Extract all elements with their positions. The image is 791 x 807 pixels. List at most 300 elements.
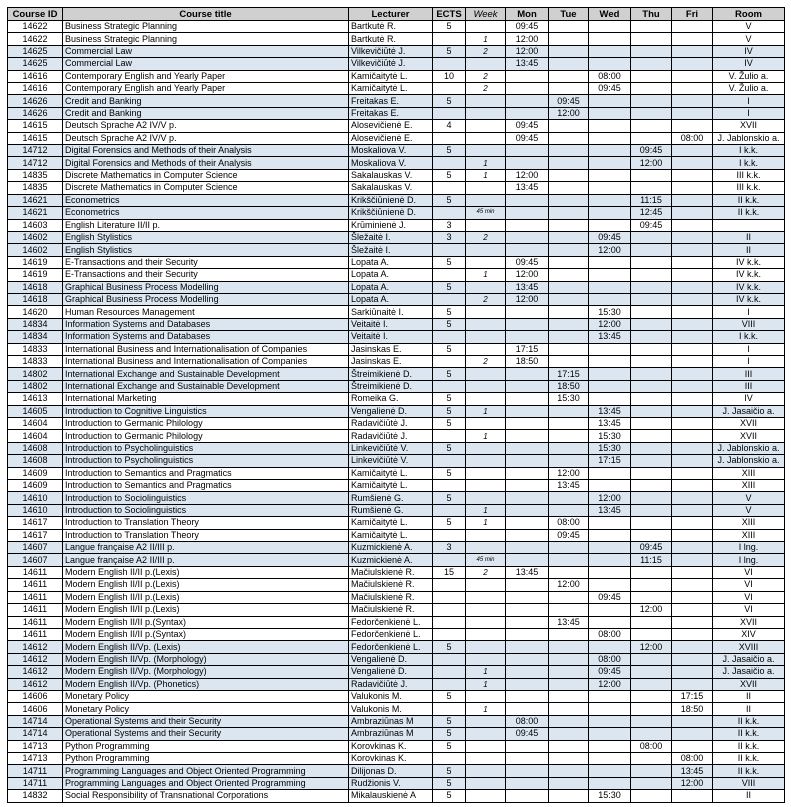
cell-week: 2: [466, 355, 506, 367]
cell-ects: 5: [433, 728, 466, 740]
table-row: [8, 219, 785, 231]
cell-course-title: Business Strategic Planning: [63, 33, 349, 45]
cell-ects: 5: [433, 95, 466, 107]
cell-ects: [433, 244, 466, 256]
cell-course-title: Programming Languages and Object Oriented Programming: [63, 765, 349, 777]
cell-course-title: Digital Forensics and Methods of their Analysis: [63, 145, 349, 157]
table-row: [8, 728, 785, 740]
cell-course-id: 14611: [8, 566, 63, 578]
cell-lecturer: Rudžionis V.: [349, 777, 433, 789]
table-row: [8, 616, 785, 628]
cell-week: 1: [466, 703, 506, 715]
cell-fri: [672, 293, 713, 305]
cell-course-title: Credit and Banking: [63, 107, 349, 119]
cell-week: [466, 380, 506, 392]
cell-lecturer: Vengalienė D.: [349, 405, 433, 417]
cell-thu: [631, 293, 672, 305]
cell-fri: [672, 455, 713, 467]
cell-course-id: 14616: [8, 70, 63, 82]
cell-course-id: 14711: [8, 777, 63, 789]
cell-room: V: [713, 504, 785, 516]
cell-tue: [549, 343, 589, 355]
cell-room: V. Žulio a.: [713, 83, 785, 95]
cell-tue: [549, 442, 589, 454]
cell-thu: [631, 405, 672, 417]
cell-ects: 5: [433, 418, 466, 430]
table-row: [8, 120, 785, 132]
cell-week: 2: [466, 83, 506, 95]
cell-course-id: 14610: [8, 504, 63, 516]
cell-course-id: 14616: [8, 83, 63, 95]
cell-mon: [506, 430, 549, 442]
col-header-week: Week: [466, 8, 506, 21]
cell-fri: [672, 616, 713, 628]
cell-ects: [433, 293, 466, 305]
cell-thu: [631, 256, 672, 268]
cell-ects: 5: [433, 318, 466, 330]
cell-week: 1: [466, 405, 506, 417]
cell-course-id: 14714: [8, 728, 63, 740]
cell-ects: 5: [433, 368, 466, 380]
cell-course-id: 14832: [8, 790, 63, 802]
cell-wed: [589, 194, 631, 206]
cell-lecturer: Rumšienė G.: [349, 504, 433, 516]
cell-mon: [506, 604, 549, 616]
cell-tue: 13:45: [549, 616, 589, 628]
cell-wed: 09:45: [589, 666, 631, 678]
cell-thu: [631, 703, 672, 715]
table-row: [8, 752, 785, 764]
cell-course-title: Modern English II/II p.(Lexis): [63, 579, 349, 591]
cell-mon: [506, 554, 549, 566]
table-row: [8, 194, 785, 206]
cell-lecturer: Ambraziūnas M: [349, 728, 433, 740]
cell-week: 1: [466, 430, 506, 442]
cell-wed: [589, 752, 631, 764]
cell-tue: [549, 790, 589, 802]
cell-mon: [506, 678, 549, 690]
cell-fri: [672, 480, 713, 492]
table-row: [8, 281, 785, 293]
cell-thu: [631, 269, 672, 281]
cell-thu: [631, 393, 672, 405]
cell-course-title: Graphical Business Process Modelling: [63, 293, 349, 305]
table-row: [8, 95, 785, 107]
table-row: [8, 740, 785, 752]
cell-fri: [672, 604, 713, 616]
cell-week: [466, 256, 506, 268]
cell-tue: 09:45: [549, 529, 589, 541]
cell-course-title: Modern English II/Vp. (Phonetics): [63, 678, 349, 690]
cell-thu: 08:00: [631, 740, 672, 752]
cell-thu: [631, 591, 672, 603]
cell-mon: [506, 467, 549, 479]
cell-thu: [631, 455, 672, 467]
cell-lecturer: Fedorčenkienė L.: [349, 616, 433, 628]
cell-ects: [433, 455, 466, 467]
cell-room: II k.k.: [713, 715, 785, 727]
cell-course-id: 14611: [8, 579, 63, 591]
cell-ects: [433, 132, 466, 144]
cell-room: J. Jablonskio a.: [713, 442, 785, 454]
cell-lecturer: Vilkevičiūtė J.: [349, 58, 433, 70]
cell-fri: [672, 318, 713, 330]
cell-fri: [672, 355, 713, 367]
cell-fri: [672, 58, 713, 70]
cell-lecturer: Štreimikienė D.: [349, 368, 433, 380]
cell-week: [466, 343, 506, 355]
cell-thu: [631, 690, 672, 702]
cell-course-title: Monetary Policy: [63, 703, 349, 715]
cell-fri: [672, 529, 713, 541]
cell-lecturer: Krūminienė J.: [349, 219, 433, 231]
cell-ects: 5: [433, 169, 466, 181]
cell-ects: [433, 591, 466, 603]
col-header-room: Room: [713, 8, 785, 21]
cell-room: IV k.k.: [713, 281, 785, 293]
schedule-document: [7, 7, 784, 803]
cell-mon: [506, 331, 549, 343]
cell-thu: [631, 504, 672, 516]
cell-fri: [672, 653, 713, 665]
cell-lecturer: Kamičaitytė L.: [349, 529, 433, 541]
cell-course-title: Contemporary English and Yearly Paper: [63, 70, 349, 82]
cell-tue: [549, 641, 589, 653]
cell-course-title: Modern English II/II p.(Syntax): [63, 628, 349, 640]
cell-wed: [589, 529, 631, 541]
table-row: [8, 182, 785, 194]
cell-ects: 5: [433, 256, 466, 268]
table-row: [8, 306, 785, 318]
cell-wed: [589, 355, 631, 367]
cell-tue: [549, 331, 589, 343]
cell-week: 1: [466, 157, 506, 169]
cell-tue: 12:00: [549, 579, 589, 591]
cell-week: [466, 579, 506, 591]
cell-fri: [672, 207, 713, 219]
cell-course-id: 14714: [8, 715, 63, 727]
cell-room: [713, 219, 785, 231]
table-row: [8, 169, 785, 181]
cell-week: [466, 145, 506, 157]
cell-fri: [672, 740, 713, 752]
cell-room: II: [713, 690, 785, 702]
cell-wed: 09:45: [589, 591, 631, 603]
cell-lecturer: Šležaitė I.: [349, 244, 433, 256]
cell-thu: [631, 281, 672, 293]
cell-room: V. Žulio a.: [713, 70, 785, 82]
cell-ects: [433, 678, 466, 690]
cell-mon: [506, 405, 549, 417]
cell-mon: 12:00: [506, 269, 549, 281]
table-row: [8, 765, 785, 777]
cell-thu: [631, 343, 672, 355]
cell-lecturer: Kamičaitytė L.: [349, 70, 433, 82]
cell-lecturer: Romeika G.: [349, 393, 433, 405]
cell-wed: [589, 728, 631, 740]
cell-week: 1: [466, 269, 506, 281]
cell-course-id: 14612: [8, 666, 63, 678]
cell-thu: [631, 318, 672, 330]
cell-tue: [549, 455, 589, 467]
cell-room: IV: [713, 45, 785, 57]
cell-course-id: 14607: [8, 542, 63, 554]
cell-week: [466, 219, 506, 231]
cell-fri: [672, 641, 713, 653]
cell-room: II k.k.: [713, 207, 785, 219]
cell-fri: [672, 256, 713, 268]
cell-mon: 09:45: [506, 21, 549, 33]
cell-tue: [549, 604, 589, 616]
col-header-tue: Tue: [549, 8, 589, 21]
cell-ects: [433, 430, 466, 442]
table-row: [8, 293, 785, 305]
cell-ects: [433, 33, 466, 45]
cell-course-id: 14602: [8, 244, 63, 256]
cell-wed: 12:00: [589, 318, 631, 330]
table-row: [8, 641, 785, 653]
cell-lecturer: Mačiulskienė R.: [349, 566, 433, 578]
cell-mon: [506, 492, 549, 504]
cell-course-title: Business Strategic Planning: [63, 21, 349, 33]
cell-tue: [549, 728, 589, 740]
cell-fri: [672, 169, 713, 181]
cell-course-id: 14622: [8, 21, 63, 33]
cell-fri: [672, 666, 713, 678]
cell-course-title: Modern English II/Vp. (Morphology): [63, 666, 349, 678]
cell-course-id: 14615: [8, 132, 63, 144]
cell-fri: [672, 70, 713, 82]
cell-course-title: Monetary Policy: [63, 690, 349, 702]
cell-mon: 09:45: [506, 120, 549, 132]
col-header-fri: Fri: [672, 8, 713, 21]
cell-ects: 5: [433, 145, 466, 157]
cell-ects: 5: [433, 492, 466, 504]
cell-course-title: Operational Systems and their Security: [63, 728, 349, 740]
cell-course-id: 14833: [8, 355, 63, 367]
table-row: [8, 380, 785, 392]
cell-tue: [549, 566, 589, 578]
cell-fri: [672, 306, 713, 318]
col-header-course-title: Course title: [63, 8, 349, 21]
cell-wed: [589, 281, 631, 293]
cell-tue: [549, 21, 589, 33]
cell-fri: [672, 566, 713, 578]
cell-lecturer: Fedorčenkienė L.: [349, 628, 433, 640]
cell-course-title: Deutsch Sprache A2 IV/V p.: [63, 120, 349, 132]
cell-lecturer: Rumšienė G.: [349, 492, 433, 504]
cell-lecturer: Radavičiūtė J.: [349, 418, 433, 430]
cell-wed: [589, 45, 631, 57]
cell-thu: [631, 132, 672, 144]
cell-thu: [631, 45, 672, 57]
cell-room: VI: [713, 604, 785, 616]
cell-lecturer: Moskaliova V.: [349, 157, 433, 169]
cell-week: [466, 368, 506, 380]
cell-mon: 13:45: [506, 281, 549, 293]
cell-mon: [506, 244, 549, 256]
cell-course-title: Social Responsibility of Transnational Corporations: [63, 790, 349, 802]
cell-tue: [549, 256, 589, 268]
table-row: [8, 70, 785, 82]
cell-course-title: International Business and Internationalisation of Companies: [63, 343, 349, 355]
cell-mon: [506, 641, 549, 653]
cell-course-id: 14802: [8, 380, 63, 392]
cell-lecturer: Sakalauskas V.: [349, 169, 433, 181]
cell-lecturer: Freitakas E.: [349, 107, 433, 119]
cell-mon: [506, 380, 549, 392]
cell-wed: [589, 690, 631, 702]
cell-fri: [672, 393, 713, 405]
cell-course-title: Information Systems and Databases: [63, 331, 349, 343]
cell-tue: 17:15: [549, 368, 589, 380]
cell-course-title: International Marketing: [63, 393, 349, 405]
cell-course-title: Introduction to Translation Theory: [63, 529, 349, 541]
cell-fri: [672, 542, 713, 554]
cell-room: J. Jasaičio a.: [713, 405, 785, 417]
cell-mon: 13:45: [506, 566, 549, 578]
cell-wed: [589, 542, 631, 554]
cell-fri: [672, 405, 713, 417]
cell-tue: [549, 58, 589, 70]
cell-week: [466, 740, 506, 752]
cell-tue: [549, 504, 589, 516]
cell-tue: [549, 157, 589, 169]
cell-course-title: Econometrics: [63, 194, 349, 206]
table-row: [8, 132, 785, 144]
cell-course-id: 14621: [8, 194, 63, 206]
cell-week: [466, 604, 506, 616]
cell-thu: [631, 777, 672, 789]
cell-ects: 5: [433, 45, 466, 57]
cell-course-title: Introduction to Psycholinguistics: [63, 442, 349, 454]
cell-room: XVII: [713, 418, 785, 430]
cell-thu: [631, 231, 672, 243]
cell-room: II k.k.: [713, 740, 785, 752]
cell-thu: 09:45: [631, 542, 672, 554]
cell-course-id: 14835: [8, 182, 63, 194]
cell-thu: [631, 83, 672, 95]
cell-ects: [433, 628, 466, 640]
cell-ects: 5: [433, 281, 466, 293]
cell-week: [466, 107, 506, 119]
cell-week: [466, 653, 506, 665]
cell-mon: [506, 231, 549, 243]
cell-week: 2: [466, 70, 506, 82]
cell-ects: [433, 752, 466, 764]
cell-mon: 13:45: [506, 58, 549, 70]
cell-lecturer: Kamičaitytė L.: [349, 467, 433, 479]
cell-fri: [672, 517, 713, 529]
table-row: [8, 393, 785, 405]
cell-tue: [549, 678, 589, 690]
cell-wed: [589, 107, 631, 119]
cell-wed: [589, 517, 631, 529]
cell-lecturer: Bartkutė R.: [349, 21, 433, 33]
cell-course-id: 14622: [8, 33, 63, 45]
cell-thu: [631, 21, 672, 33]
cell-tue: 13:45: [549, 480, 589, 492]
table-row: [8, 579, 785, 591]
cell-course-id: 14834: [8, 331, 63, 343]
cell-week: [466, 194, 506, 206]
cell-tue: [549, 33, 589, 45]
cell-mon: [506, 542, 549, 554]
cell-week: 1: [466, 678, 506, 690]
cell-fri: [672, 120, 713, 132]
cell-wed: [589, 343, 631, 355]
cell-wed: [589, 132, 631, 144]
table-row: [8, 653, 785, 665]
cell-room: III: [713, 380, 785, 392]
cell-fri: [672, 194, 713, 206]
cell-week: [466, 591, 506, 603]
cell-wed: [589, 715, 631, 727]
cell-course-title: E-Transactions and their Security: [63, 269, 349, 281]
table-row: [8, 554, 785, 566]
cell-ects: [433, 616, 466, 628]
cell-course-title: English Literature II/II p.: [63, 219, 349, 231]
cell-thu: [631, 95, 672, 107]
cell-room: II k.k.: [713, 765, 785, 777]
cell-room: XVII: [713, 430, 785, 442]
table-row: [8, 83, 785, 95]
cell-mon: [506, 504, 549, 516]
cell-mon: 09:45: [506, 132, 549, 144]
cell-wed: [589, 554, 631, 566]
cell-fri: [672, 45, 713, 57]
cell-room: I: [713, 306, 785, 318]
cell-mon: [506, 219, 549, 231]
cell-fri: [672, 244, 713, 256]
cell-ects: [433, 182, 466, 194]
cell-room: VI: [713, 566, 785, 578]
cell-wed: [589, 182, 631, 194]
col-header-thu: Thu: [631, 8, 672, 21]
cell-thu: [631, 715, 672, 727]
cell-course-title: Deutsch Sprache A2 IV/V p.: [63, 132, 349, 144]
cell-room: II k.k.: [713, 194, 785, 206]
cell-course-id: 14621: [8, 207, 63, 219]
cell-mon: [506, 157, 549, 169]
cell-tue: 12:00: [549, 467, 589, 479]
cell-week: [466, 455, 506, 467]
cell-course-title: Modern English II/II p.(Lexis): [63, 566, 349, 578]
cell-course-title: Introduction to Germanic Philology: [63, 418, 349, 430]
cell-lecturer: Linkevičiūtė V.: [349, 455, 433, 467]
cell-room: I lng.: [713, 554, 785, 566]
cell-room: II: [713, 703, 785, 715]
cell-mon: [506, 765, 549, 777]
cell-ects: [433, 480, 466, 492]
cell-room: VIII: [713, 777, 785, 789]
cell-lecturer: Kuzmickienė A.: [349, 542, 433, 554]
cell-week: [466, 467, 506, 479]
cell-course-title: International Business and Internationalisation of Companies: [63, 355, 349, 367]
cell-mon: [506, 579, 549, 591]
cell-wed: [589, 95, 631, 107]
cell-lecturer: Lopata A.: [349, 281, 433, 293]
cell-fri: 08:00: [672, 752, 713, 764]
cell-week: [466, 765, 506, 777]
cell-wed: 15:30: [589, 306, 631, 318]
cell-tue: [549, 430, 589, 442]
cell-course-id: 14618: [8, 293, 63, 305]
cell-wed: 15:30: [589, 442, 631, 454]
cell-wed: [589, 467, 631, 479]
table-row: [8, 418, 785, 430]
cell-ects: [433, 529, 466, 541]
